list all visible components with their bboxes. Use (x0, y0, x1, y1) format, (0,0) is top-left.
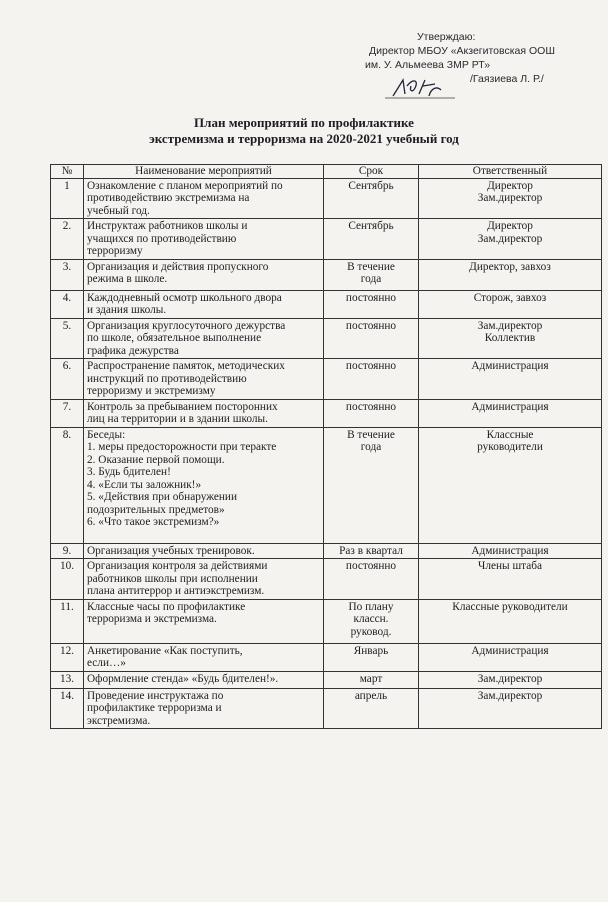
row-term (324, 543, 419, 559)
table-row (51, 427, 602, 543)
row-activity-line: режима в школе. (87, 273, 168, 285)
row-activity (84, 599, 324, 643)
row-activity-line: Контроль за пребыванием посторонних (87, 400, 278, 413)
row-activity-line: Ознакомление с планом мероприятий по (87, 179, 283, 192)
row-responsible-line: Директор (487, 179, 533, 192)
row-activity-line: терроризму и экстремизму (87, 385, 216, 397)
row-term-line: года (360, 273, 382, 285)
row-term (324, 259, 419, 290)
row-term-line: постоянно (345, 319, 397, 332)
signature-mark (385, 74, 455, 104)
row-activity-line: Распространение памяток, методических (87, 360, 285, 372)
row-activity-line: графика дежурства (87, 344, 179, 357)
row-responsible (419, 671, 602, 688)
row-number: 12. (51, 643, 84, 671)
row-responsible-line: Коллектив (484, 332, 536, 344)
row-responsible-line: Зам.директор (477, 672, 543, 685)
row-responsible (419, 427, 602, 543)
row-term-line: Январь (353, 644, 389, 657)
row-responsible (419, 643, 602, 671)
approval-line-1: Утверждаю: (417, 31, 476, 43)
row-activity (84, 259, 324, 290)
row-activity-line: Каждодневный осмотр школьного двора (87, 291, 282, 304)
row-term (324, 559, 419, 600)
row-activity (84, 219, 324, 260)
row-activity-line: подозрительных предметов» (87, 503, 225, 516)
approval-line-2: Директор МБОУ «Акзегитовская ООШ (369, 45, 555, 57)
row-activity-line: Оформление стенда» «Будь бдителен!». (87, 672, 279, 685)
table-row (51, 688, 602, 729)
row-activity-line: Организация контроля за действиями (87, 560, 268, 572)
row-activity (84, 543, 324, 559)
table-row (51, 599, 602, 643)
row-activity-line: Организация учебных тренировок. (87, 544, 255, 557)
row-activity (84, 399, 324, 427)
row-activity-line: учебный год. (87, 204, 150, 217)
row-term (324, 359, 419, 400)
row-term-line: Сентябрь (348, 220, 394, 232)
row-responsible-line: Классные руководители (452, 600, 568, 613)
row-term-line: руковод. (350, 625, 392, 638)
row-responsible (419, 219, 602, 260)
table-header-row (51, 165, 602, 179)
row-number: 7. (51, 399, 84, 427)
row-activity-line: Организация и действия пропускного (87, 260, 269, 273)
document-title (0, 115, 608, 147)
row-activity-line: плана антитеррор и антиэкстремизм. (87, 585, 265, 597)
row-responsible-line: Администрация (471, 644, 549, 657)
table-row (51, 178, 602, 219)
table-row (51, 219, 602, 260)
row-activity (84, 178, 324, 219)
row-term (324, 399, 419, 427)
plan-table (50, 164, 602, 729)
row-responsible-line: Администрация (471, 544, 549, 557)
row-term-line: По плану (348, 600, 394, 613)
row-responsible (419, 559, 602, 600)
table-row (51, 543, 602, 559)
row-term-line: постоянно (345, 291, 397, 304)
row-activity-line: Классные часы по профилактике (87, 600, 246, 613)
row-term (324, 599, 419, 643)
row-responsible (419, 543, 602, 559)
approval-line-4: /Гаязиева Л. Р./ (470, 73, 544, 85)
row-activity-line: Инструктаж работников школы и (87, 220, 248, 232)
row-responsible (419, 178, 602, 219)
row-number: 14. (51, 688, 84, 729)
row-term-line: В течение (347, 428, 395, 441)
row-term (324, 178, 419, 219)
row-responsible (419, 259, 602, 290)
row-activity (84, 318, 324, 359)
row-term-line: постоянно (345, 360, 397, 372)
header-responsible: Ответственный (419, 165, 602, 179)
row-term-line: постоянно (345, 560, 397, 572)
table-row (51, 643, 602, 671)
row-responsible (419, 290, 602, 318)
row-term-line: апрель (354, 689, 388, 702)
row-responsible-line: Директор, завхоз (469, 260, 551, 273)
row-number: 5. (51, 318, 84, 359)
row-term-line: Раз в квартал (339, 544, 403, 557)
row-activity-line: работников школы при исполнении (87, 572, 258, 585)
row-number: 9. (51, 543, 84, 559)
row-activity (84, 688, 324, 729)
header-num: № (51, 165, 84, 179)
row-activity-line: профилактике терроризма и (87, 702, 222, 714)
row-responsible (419, 399, 602, 427)
table-row (51, 399, 602, 427)
row-term (324, 671, 419, 688)
row-responsible-line: Администрация (471, 400, 549, 413)
row-number: 13. (51, 671, 84, 688)
header-name: Наименование мероприятий (84, 165, 324, 179)
row-activity (84, 559, 324, 600)
row-term-line: постоянно (345, 400, 397, 413)
title-line-2: экстремизма и терроризма на 2020-2021 учебный год (149, 131, 459, 146)
row-responsible-line: Директор (487, 220, 533, 232)
row-responsible-line: Администрация (471, 360, 549, 372)
row-activity-line: терроризма и экстремизма. (87, 613, 217, 625)
row-activity-line: инструкций по противодействию (87, 372, 247, 385)
row-activity-line: терроризму (87, 245, 143, 257)
row-activity-line: Анкетирование «Как поступить, (87, 644, 243, 657)
row-term-line: В течение (347, 260, 395, 273)
row-activity (84, 671, 324, 688)
row-activity (84, 359, 324, 400)
row-term (324, 219, 419, 260)
table-row (51, 671, 602, 688)
row-number: 3. (51, 259, 84, 290)
row-responsible-line: руководители (477, 441, 543, 453)
row-responsible (419, 599, 602, 643)
row-term-line: года (360, 441, 382, 453)
row-responsible (419, 688, 602, 729)
row-number: 4. (51, 290, 84, 318)
table-row (51, 290, 602, 318)
header-term: Срок (324, 165, 419, 179)
row-responsible (419, 318, 602, 359)
row-number: 2. (51, 219, 84, 260)
row-activity-line: экстремизма. (87, 714, 151, 727)
row-activity-line: и здания школы. (87, 304, 167, 316)
table-row (51, 318, 602, 359)
row-activity-line: лиц на территории и в здании школы. (87, 413, 268, 425)
row-activity (84, 643, 324, 671)
row-term-line: Сентябрь (348, 179, 394, 192)
row-activity-line: Проведение инструктажа по (87, 689, 224, 702)
row-term (324, 688, 419, 729)
row-term (324, 290, 419, 318)
row-responsible-line: Сторож, завхоз (473, 291, 547, 304)
row-responsible-line: Зам.директор (477, 232, 543, 245)
row-activity (84, 427, 324, 543)
row-activity-line: противодействию экстремизма на (87, 192, 250, 204)
row-number: 6. (51, 359, 84, 400)
row-activity-line: 1. меры предосторожности при теракте (87, 441, 277, 453)
row-activity-line: Беседы: (87, 428, 126, 441)
row-activity-line: 6. «Что такое экстремизм?» (87, 516, 220, 528)
row-responsible-line: Зам.директор (477, 689, 543, 702)
row-number: 8. (51, 427, 84, 543)
title-line-1: План мероприятий по профилактике (194, 115, 414, 130)
approval-line-3: им. У. Альмеева ЗМР РТ» (365, 59, 491, 71)
row-responsible-line: Классные (486, 428, 534, 441)
row-term-line: классн. (353, 613, 389, 625)
row-activity-line: 5. «Действия при обнаружении (87, 491, 238, 503)
row-responsible-line: Зам.директор (477, 319, 543, 332)
row-activity-line: учащихся по противодействию (87, 232, 237, 245)
row-responsible (419, 359, 602, 400)
row-responsible-line: Зам.директор (477, 192, 543, 204)
row-activity-line: 2. Оказание первой помощи. (87, 453, 225, 466)
row-responsible-line: Члены штаба (477, 560, 542, 572)
table-row (51, 559, 602, 600)
row-term (324, 318, 419, 359)
table-row (51, 359, 602, 400)
row-number: 1 (51, 178, 84, 219)
row-term (324, 427, 419, 543)
row-activity-line: 3. Будь бдителен! (87, 466, 171, 478)
row-number: 10. (51, 559, 84, 600)
row-activity-line: по школе, обязательное выполнение (87, 332, 262, 344)
row-activity (84, 290, 324, 318)
row-activity-line: если…» (87, 657, 126, 669)
row-number: 11. (51, 599, 84, 643)
row-term (324, 643, 419, 671)
row-activity-line: Организация круглосуточного дежурства (87, 319, 286, 332)
table-row (51, 259, 602, 290)
row-term-line: март (359, 672, 383, 685)
row-activity-line: 4. «Если ты заложник!» (87, 478, 202, 491)
